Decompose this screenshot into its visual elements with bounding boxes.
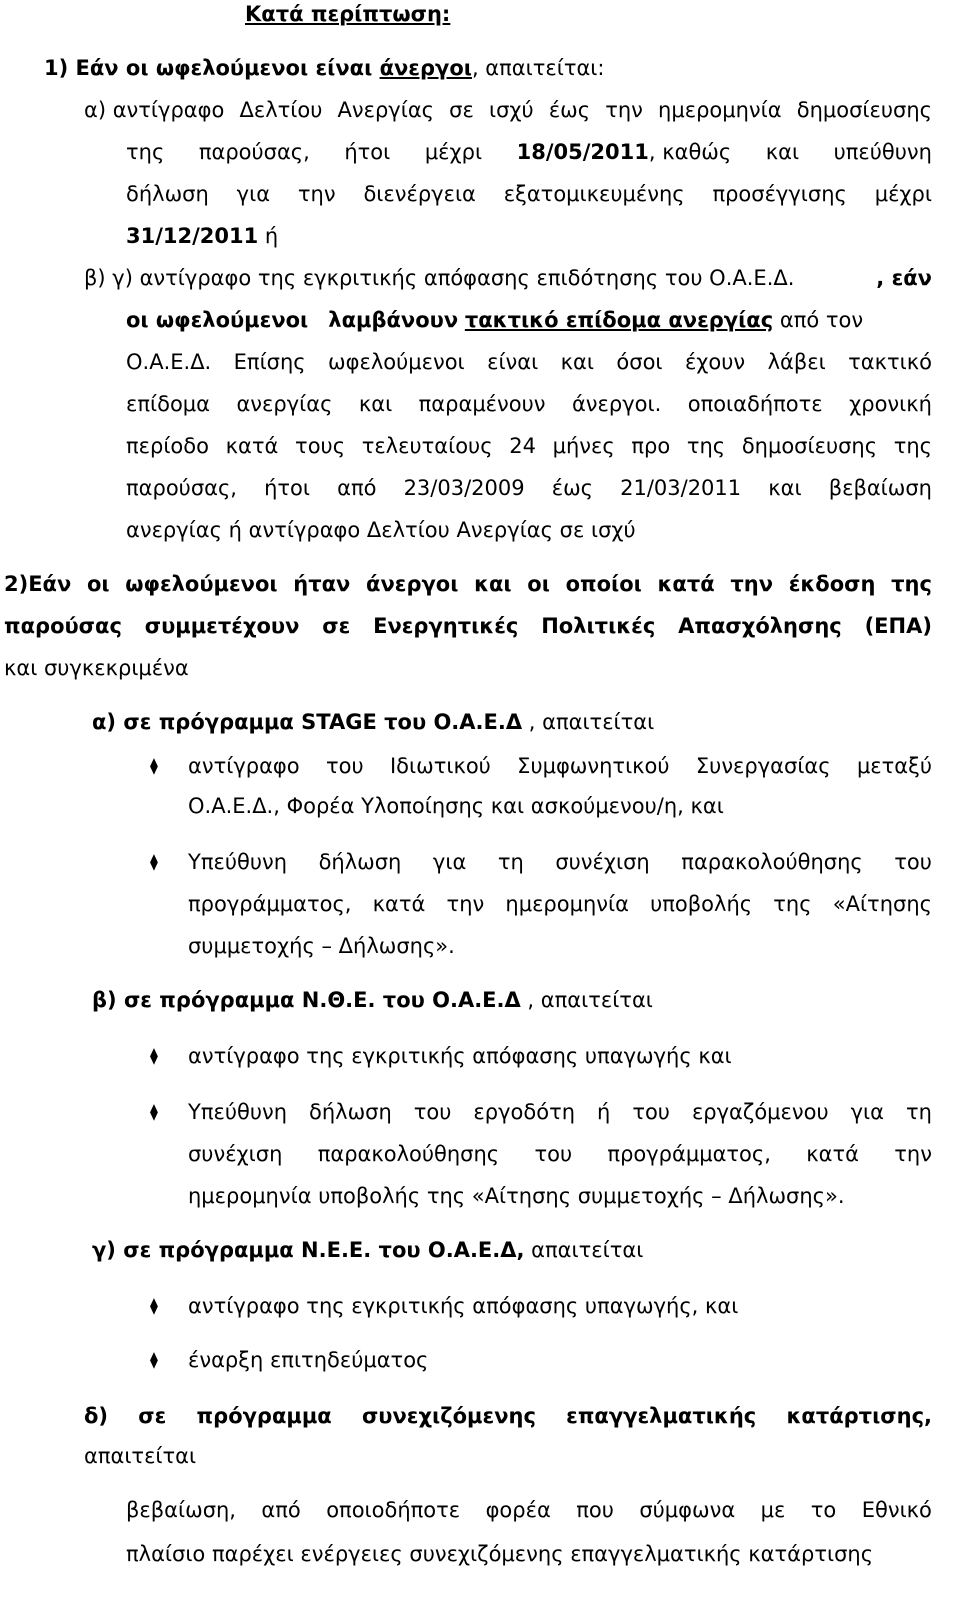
word: προσέγγισης bbox=[712, 182, 847, 206]
w: β) γ) αντίγραφο της εγκριτικής απόφασης επιδότησης του Ο.Α.Ε.Δ. bbox=[84, 266, 795, 290]
b-item-1: αντίγραφο της εγκριτικής απόφασης υπαγωγής και bbox=[188, 1044, 732, 1068]
word: σύμφωνα bbox=[639, 1498, 736, 1522]
word: πρόγραμμα bbox=[196, 1404, 332, 1428]
word: έχουν bbox=[684, 350, 746, 374]
w-bold: οι ωφελούμενοι bbox=[126, 308, 309, 332]
word: α) αντίγραφο bbox=[84, 98, 225, 122]
c-item-1: αντίγραφο της εγκριτικής απόφασης υπαγωγής, και bbox=[188, 1294, 739, 1318]
section-1-tail: , απαιτείται: bbox=[471, 56, 605, 80]
word: όσοι bbox=[616, 350, 663, 374]
word: βεβαίωση, bbox=[126, 1498, 236, 1522]
word: της bbox=[891, 572, 932, 596]
word: και bbox=[474, 572, 512, 596]
section-1-num: 1) Εάν οι ωφελούμενοι είναι bbox=[44, 56, 380, 80]
w-bold: α) σε πρόγραμμα STAGE του Ο.Α.Ε.Δ bbox=[92, 710, 523, 734]
d-line-2: απαιτείται bbox=[84, 1444, 197, 1468]
word: που bbox=[576, 1498, 614, 1522]
word: οι bbox=[86, 572, 110, 596]
word: περίοδο bbox=[126, 434, 209, 458]
word: προγράμματος, bbox=[607, 1142, 771, 1166]
word: ημερομηνία bbox=[658, 98, 782, 122]
word: Συνεργασίας bbox=[695, 754, 831, 778]
word: επαγγελματικής bbox=[566, 1404, 757, 1428]
word: οποιαδήποτε bbox=[687, 392, 823, 416]
word: του bbox=[325, 754, 364, 778]
s1-b-line-7: ανεργίας ή αντίγραφο Δελτίου Ανεργίας σε ισχύ bbox=[126, 518, 636, 542]
word: τη bbox=[497, 850, 524, 874]
s2-line-1 bbox=[4, 570, 932, 598]
word: συνέχιση bbox=[555, 850, 650, 874]
word: επίδομα bbox=[126, 392, 210, 416]
word: 21/03/2011 bbox=[620, 476, 742, 500]
word: ήταν bbox=[293, 572, 351, 596]
word: Επίσης bbox=[233, 350, 306, 374]
a-item-2-line-2 bbox=[188, 890, 932, 918]
word: προγράμματος, bbox=[188, 892, 352, 916]
word: την bbox=[297, 182, 336, 206]
b-item-2-line-2 bbox=[188, 1140, 932, 1168]
word: 24 bbox=[509, 434, 536, 458]
word: άνεργοι. bbox=[571, 392, 662, 416]
word: εργαζόμενου bbox=[691, 1100, 829, 1124]
word: 23/03/2009 bbox=[403, 476, 525, 500]
word: σε bbox=[449, 98, 474, 122]
bullet-diamond-icon: ⧫ bbox=[150, 1296, 158, 1315]
word: του bbox=[534, 1142, 573, 1166]
word: δήλωση bbox=[318, 850, 402, 874]
w: , απαιτείται bbox=[520, 988, 653, 1012]
word: ημερομηνία bbox=[505, 892, 629, 916]
word: συμμετέχουν bbox=[144, 614, 300, 638]
word: αντίγραφο bbox=[188, 754, 300, 778]
w: μέχρι bbox=[424, 140, 483, 164]
w: , απαιτείται bbox=[522, 710, 655, 734]
word: του bbox=[632, 1100, 670, 1124]
section-1-word: άνεργοι bbox=[379, 56, 472, 80]
word: το bbox=[810, 1498, 837, 1522]
word: οποίοι bbox=[565, 572, 642, 596]
bullet-diamond-icon: ⧫ bbox=[150, 756, 158, 775]
word: από bbox=[337, 476, 377, 500]
word: διενέργεια bbox=[363, 182, 476, 206]
w: από τον bbox=[773, 308, 864, 332]
word: για bbox=[432, 850, 467, 874]
word: (ΕΠΑ) bbox=[864, 614, 932, 638]
subsection-c-heading bbox=[92, 1236, 643, 1264]
c-item-2: έναρξη επιτηδεύματος bbox=[188, 1348, 429, 1372]
section-1-title bbox=[44, 54, 605, 82]
word: του bbox=[894, 850, 932, 874]
w-bold: λαμβάνουν bbox=[328, 308, 459, 332]
word: με bbox=[760, 1498, 786, 1522]
word: μεταξύ bbox=[856, 754, 932, 778]
word: από bbox=[261, 1498, 301, 1522]
word: ωφελούμενοι bbox=[125, 572, 278, 596]
word: του bbox=[413, 1100, 452, 1124]
word: την bbox=[894, 1142, 932, 1166]
bullet-diamond-icon: ⧫ bbox=[150, 1350, 158, 1369]
b-item-2-line-3: ημερομηνία υποβολής της «Αίτησης συμμετοχής – Δήλωσης». bbox=[188, 1184, 845, 1208]
word: ισχύ bbox=[488, 98, 534, 122]
word: κατά bbox=[657, 572, 715, 596]
word: έκδοση bbox=[788, 572, 876, 596]
word: ή bbox=[597, 1100, 611, 1124]
word: την bbox=[730, 572, 774, 596]
s1-a-line-4 bbox=[126, 222, 278, 250]
subsection-a-heading bbox=[92, 708, 654, 736]
word: άνεργοι bbox=[366, 572, 459, 596]
date-bold: 18/05/2011 bbox=[516, 140, 649, 164]
word: σε bbox=[322, 614, 351, 638]
word: τελευταίους bbox=[361, 434, 493, 458]
a-item-1-line-2: Ο.Α.Ε.Δ., Φορέα Υλοποίησης και ασκούμενου/η, και bbox=[188, 794, 724, 818]
word: βεβαίωση bbox=[828, 476, 932, 500]
word: είναι bbox=[487, 350, 539, 374]
word: σε bbox=[138, 1404, 167, 1428]
s1-b-line-4 bbox=[126, 390, 932, 418]
word: τακτικό bbox=[848, 350, 932, 374]
word: παρακολούθησης bbox=[681, 850, 863, 874]
s2-line-3: και συγκεκριμένα bbox=[4, 656, 189, 680]
word: έως bbox=[548, 98, 591, 122]
word: παρούσας, bbox=[126, 476, 237, 500]
date-bold: 31/12/2011 bbox=[126, 224, 259, 248]
w: ή bbox=[258, 224, 279, 248]
word: συνέχιση bbox=[188, 1142, 283, 1166]
d-line-3 bbox=[126, 1496, 932, 1524]
b-item-2-line-1 bbox=[188, 1098, 932, 1126]
word: χρονική bbox=[849, 392, 932, 416]
word: για bbox=[236, 182, 271, 206]
word: μήνες bbox=[552, 434, 615, 458]
word: τη bbox=[905, 1100, 932, 1124]
word: παρακολούθησης bbox=[317, 1142, 500, 1166]
word: Συμφωνητικού bbox=[517, 754, 670, 778]
word: Ιδιωτικού bbox=[389, 754, 491, 778]
a-item-2-line-1 bbox=[188, 848, 932, 876]
w-bold: , εάν bbox=[876, 266, 932, 290]
word: ωφελούμενοι bbox=[328, 350, 465, 374]
s1-b-line-6 bbox=[126, 474, 932, 502]
word: οποιοδήποτε bbox=[326, 1498, 461, 1522]
s1-b-line-5 bbox=[126, 432, 932, 460]
page-heading: Κατά περίπτωση: bbox=[245, 2, 451, 26]
word: της bbox=[893, 434, 932, 458]
word: κατά bbox=[806, 1142, 859, 1166]
bullet-diamond-icon: ⧫ bbox=[150, 1046, 158, 1065]
w: και bbox=[765, 140, 800, 164]
word: Απασχόλησης bbox=[678, 614, 842, 638]
word: δήλωση bbox=[126, 182, 209, 206]
word: της bbox=[686, 434, 726, 458]
word: Εθνικό bbox=[861, 1498, 932, 1522]
w: της bbox=[126, 140, 165, 164]
word: παρούσας bbox=[4, 614, 122, 638]
word: την bbox=[446, 892, 485, 916]
word: «Αίτησης bbox=[832, 892, 932, 916]
word: δ) bbox=[84, 1404, 109, 1428]
bullet-diamond-icon: ⧫ bbox=[150, 1102, 158, 1121]
word: της bbox=[773, 892, 812, 916]
bullet-diamond-icon: ⧫ bbox=[150, 852, 158, 871]
subsection-b-heading bbox=[92, 986, 653, 1014]
s1-a-line-1 bbox=[84, 96, 932, 124]
s1-b-line-2 bbox=[126, 306, 863, 334]
w-bold: β) σε πρόγραμμα Ν.Θ.Ε. του Ο.Α.Ε.Δ bbox=[92, 988, 521, 1012]
word: κατάρτισης, bbox=[786, 1404, 932, 1428]
word: λάβει bbox=[767, 350, 826, 374]
word: δημοσίευσης bbox=[741, 434, 878, 458]
s1-a-line-2 bbox=[126, 138, 932, 166]
word: προ bbox=[631, 434, 671, 458]
d-line-4: πλαίσιο παρέχει ενέργειες συνεχιζόμενης επαγγελματικής κατάρτισης bbox=[126, 1542, 874, 1566]
word: φορέα bbox=[485, 1498, 551, 1522]
d-line-1 bbox=[84, 1402, 932, 1430]
word: και bbox=[768, 476, 802, 500]
word: οι bbox=[527, 572, 550, 596]
word: και bbox=[560, 350, 594, 374]
a-item-1-line-1 bbox=[188, 752, 932, 780]
word: Ανεργίας bbox=[337, 98, 435, 122]
word: κατά bbox=[225, 434, 279, 458]
a-item-2-line-3: συμμετοχής – Δήλωσης». bbox=[188, 934, 455, 958]
word: συνεχιζόμενης bbox=[361, 1404, 536, 1428]
word: δήλωση bbox=[309, 1100, 392, 1124]
w: υπεύθυνη bbox=[833, 140, 932, 164]
w: , καθώς bbox=[648, 140, 732, 164]
word: Υπεύθυνη bbox=[188, 1100, 288, 1124]
word: έως bbox=[551, 476, 593, 500]
w: ήτοι bbox=[344, 140, 391, 164]
word: υποβολής bbox=[650, 892, 753, 916]
word: Ενεργητικές bbox=[373, 614, 519, 638]
w-bold-underline: τακτικό επίδομα ανεργίας bbox=[464, 308, 774, 332]
s1-b-line-1 bbox=[84, 264, 932, 292]
s1-a-line-3 bbox=[126, 180, 932, 208]
w: απαιτείται bbox=[524, 1238, 644, 1262]
word: ανεργίας bbox=[236, 392, 333, 416]
s1-b-line-3 bbox=[126, 348, 932, 376]
word: για bbox=[850, 1100, 884, 1124]
word: ήτοι bbox=[264, 476, 310, 500]
word: κατά bbox=[372, 892, 426, 916]
word: Ο.Α.Ε.Δ. bbox=[126, 350, 212, 374]
word: Υπεύθυνη bbox=[188, 850, 288, 874]
word: μέχρι bbox=[874, 182, 932, 206]
word: δημοσίευσης bbox=[796, 98, 932, 122]
word: 2)Εάν bbox=[4, 572, 72, 596]
word: την bbox=[605, 98, 643, 122]
w: παρούσας, bbox=[198, 140, 310, 164]
s2-line-2 bbox=[4, 612, 932, 640]
word: τους bbox=[295, 434, 346, 458]
word: παραμένουν bbox=[418, 392, 546, 416]
word: εξατομικευμένης bbox=[503, 182, 685, 206]
w-bold: γ) σε πρόγραμμα Ν.Ε.Ε. του Ο.Α.Ε.Δ, bbox=[92, 1238, 525, 1262]
word: Πολιτικές bbox=[541, 614, 656, 638]
word: εργοδότη bbox=[473, 1100, 576, 1124]
word: Δελτίου bbox=[239, 98, 323, 122]
word: και bbox=[358, 392, 393, 416]
